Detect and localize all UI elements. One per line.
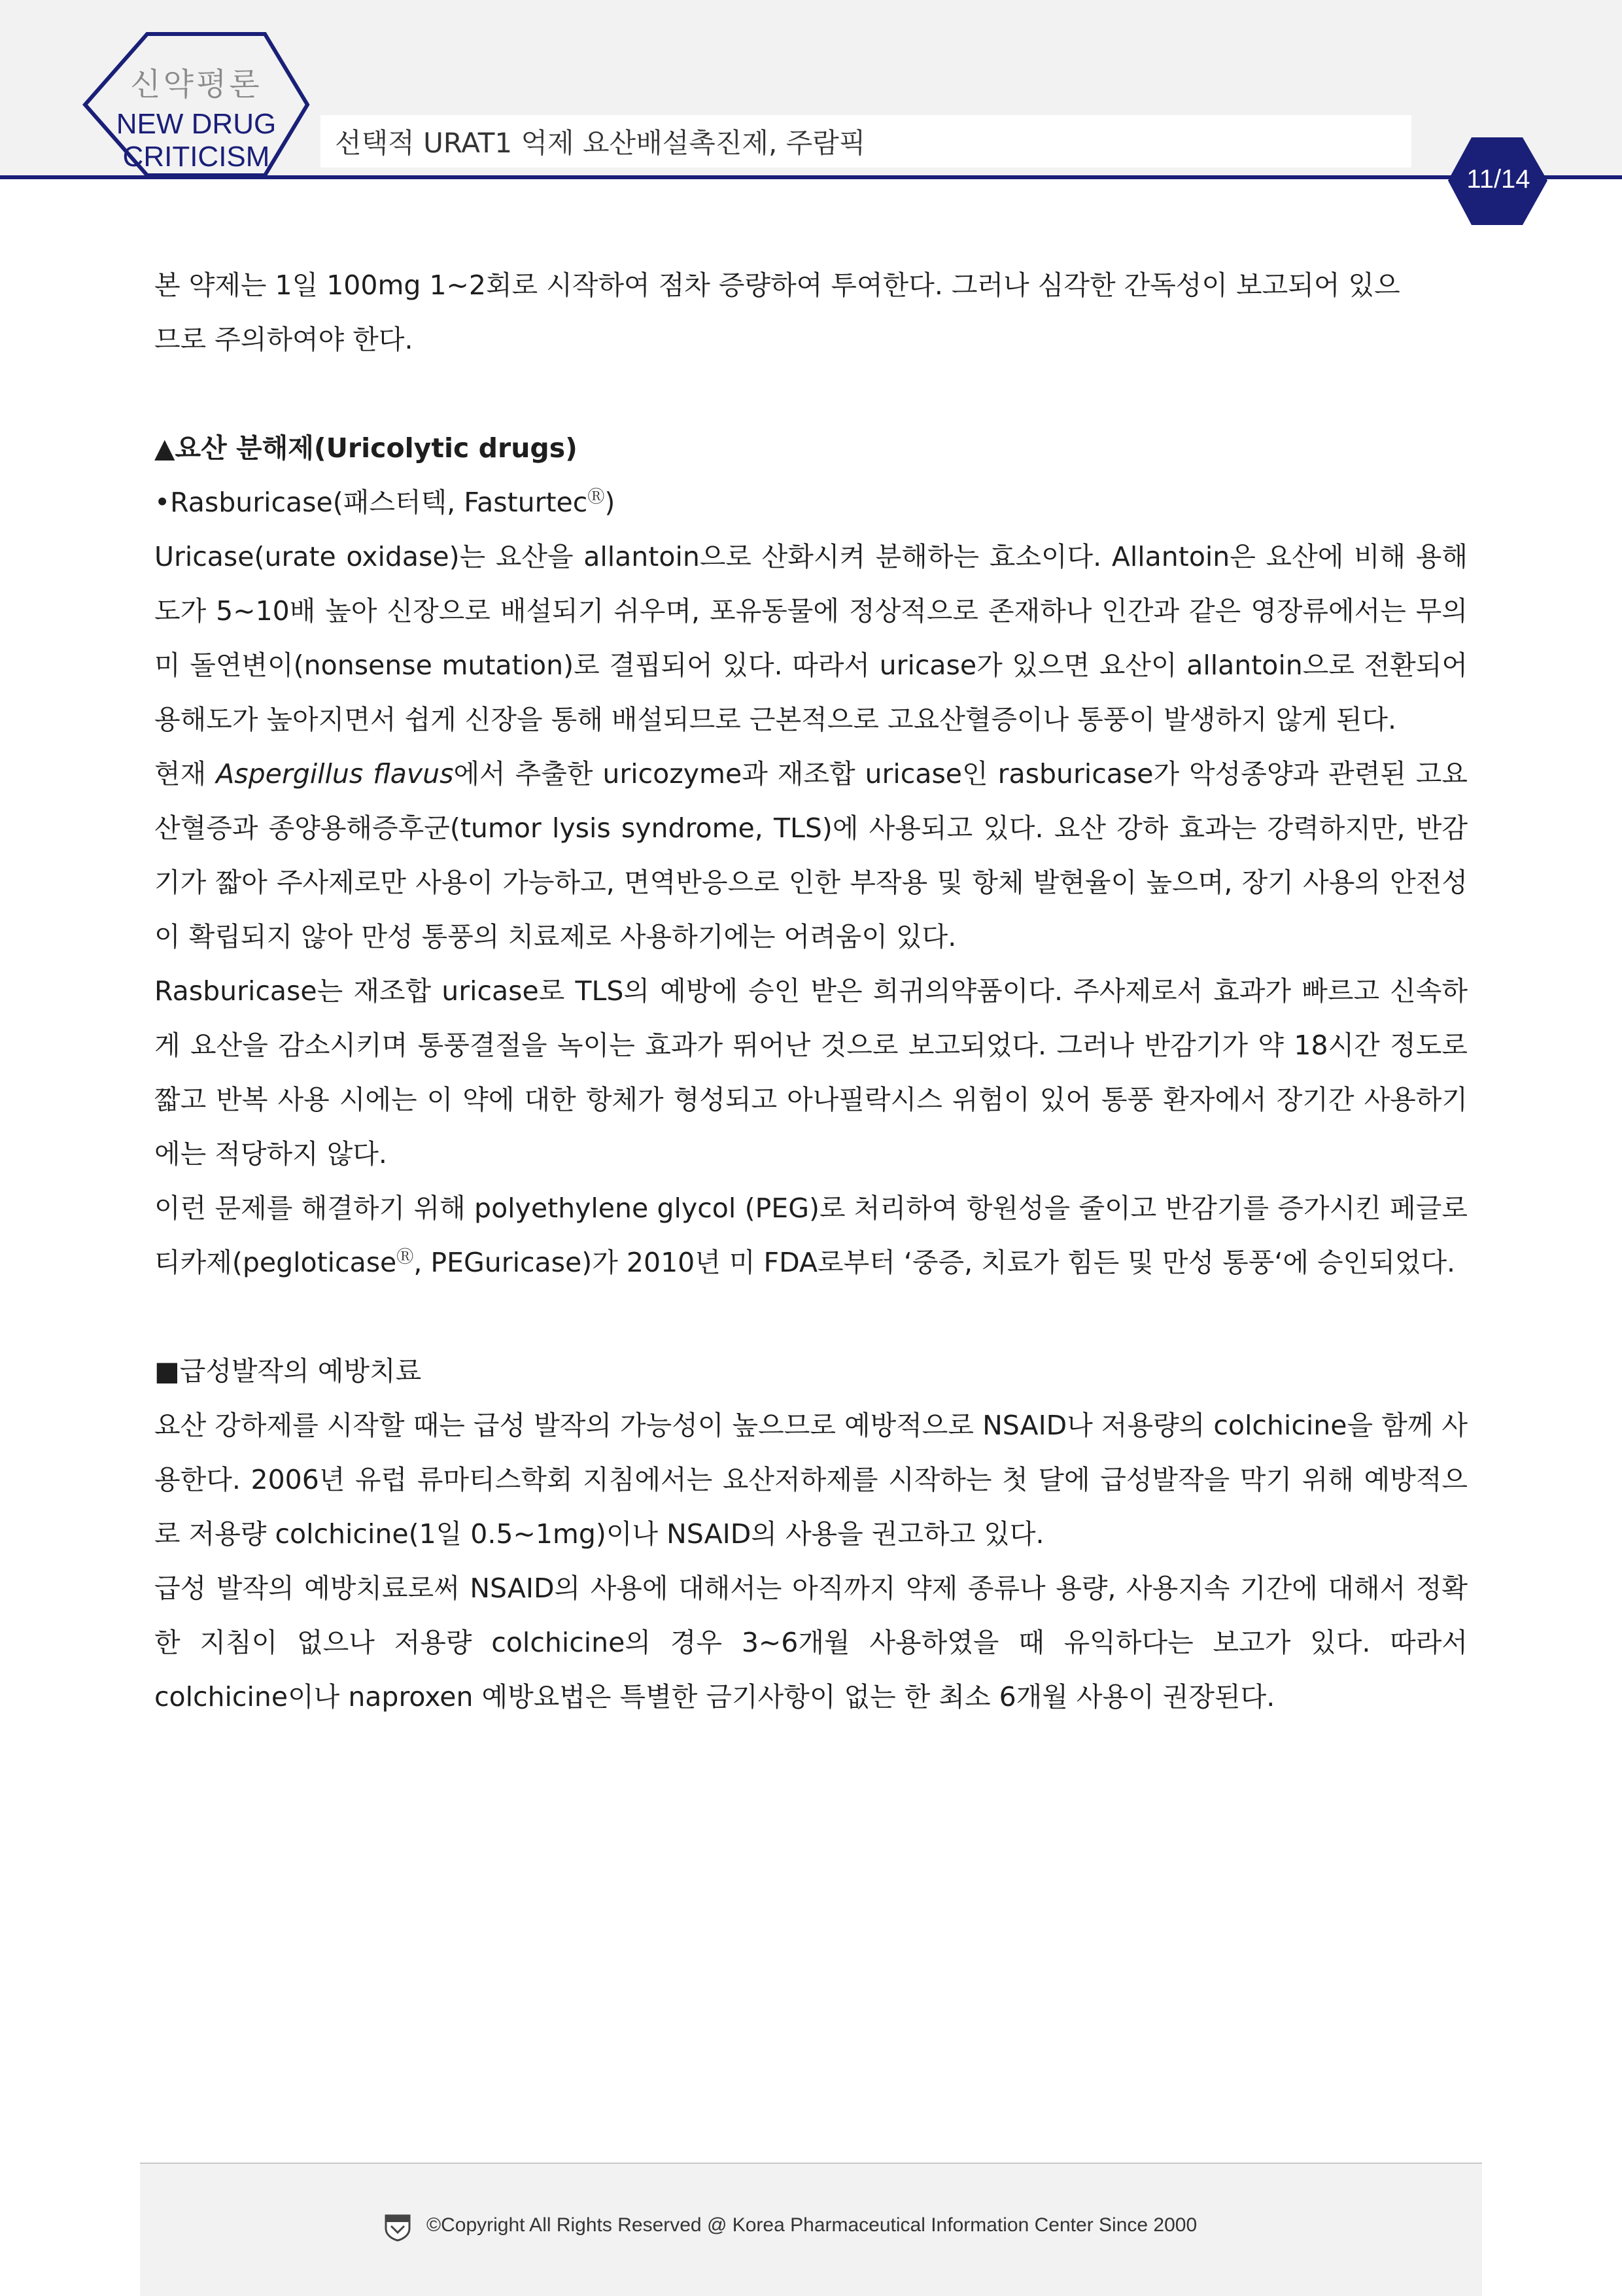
- intro-line-2: 므로 주의하여야 한다.: [154, 324, 413, 355]
- spacer: [154, 1290, 1468, 1344]
- article-body: [154, 258, 1468, 1724]
- paragraph-rasburicase: Rasburicase는 재조합 uricase로 TLS의 예방에 승인 받은 희귀의약품이다. 주사제로서 효과가 빠르고 신속하게 요산을 감소시키며 통풍결절을 녹이는 효과가 뛰어난 것으로 보고되었다. 그러나 반감기가 약 18시간 정도로 짧고 반복 사용 시에는 이 약에 대한 항체가 형성되고 아나필락시스 위험이 있어 통풍 환자에서 장기간 사용하기에는 적당하지 않다.: [154, 975, 1468, 1170]
- paragraph-prophylaxis-2: 급성 발작의 예방치료로써 NSAID의 사용에 대해서는 아직까지 약제 종류나 용량, 사용지속 기간에 대해서 정확한 지침이 없으나 저용량 colchicine의 경우 3∼6개월 사용하였을 때 유익하다는 보고가 있다. 따라서 colchicine이나 naproxen 예방요법은 특별한 금기사항이 없는 한 최소 6개월 사용이 권장된다.: [154, 1573, 1468, 1713]
- section-heading-uricolytic: ▲요산 분해제(Uricolytic drugs): [154, 432, 578, 464]
- paragraph-aspergillus: [154, 747, 1468, 964]
- registered-mark: Ⓡ: [587, 487, 605, 507]
- header-rule: [0, 175, 1622, 179]
- paragraph-prophylaxis-1: 요산 강하제를 시작할 때는 급성 발작의 가능성이 높으므로 예방적으로 NSAID나 저용량의 colchicine을 함께 사용한다. 2006년 유럽 류마티스학회 지침에서는 요산저하제를 시작하는 첫 달에 급성발작을 막기 위해 예방적으로 저용량 colchicine(1일 0.5∼1mg)이나 NSAID의 사용을 권고하고 있다.: [154, 1410, 1468, 1550]
- rasburicase-subheading: [154, 476, 1468, 530]
- p4-part1: 이런 문제를 해결하기 위해 polyethylene glycol (PEG)로 처리하여 항원성을 줄이고 반감기를 증가시킨 페글로티카제(pegloticase: [154, 1192, 1468, 1278]
- article-title: 선택적 URAT1 억제 요산배설촉진제, 주람픽: [335, 127, 866, 159]
- rasburicase-label: •Rasburicase(패스터텍, Fasturtec: [154, 487, 588, 518]
- footer-copyright: ©Copyright All Rights Reserved @ Korea Pharmaceutical Information Center Since 2000: [426, 2214, 1198, 2236]
- logo-english-line2: CRITICISM: [122, 141, 270, 173]
- p4-part2: , PEGuricase)가 2010년 미 FDA로부터 ‘중증, 치료가 힘든 및 만성 통풍‘에 승인되었다.: [413, 1247, 1456, 1278]
- p2-prefix: 현재: [154, 758, 216, 790]
- spacer: [154, 367, 1468, 421]
- section-heading-prophylaxis: ■급성발작의 예방치료: [154, 1355, 422, 1387]
- logo-korean: 신약평론: [130, 67, 262, 102]
- registered-mark: Ⓡ: [396, 1247, 414, 1267]
- page-number: 11/14: [1466, 165, 1530, 194]
- logo-english-line1: NEW DRUG: [116, 108, 277, 140]
- paragraph-uricase: Uricase(urate oxidase)는 요산을 allantoin으로 산화시켜 분해하는 효소이다. Allantoin은 요산에 비해 용해도가 5∼10배 높아 신장으로 배설되기 쉬우며, 포유동물에 정상적으로 존재하나 인간과 같은 영장류에서는 무의미 돌연변이(nonsense mutation)로 결핍되어 있다. 따라서 uricase가 있으면 요산이 allantoin으로 전환되어 용해도가 높아지면서 쉽게 신장을 통해 배설되므로 근본적으로 고요산혈증이나 통풍이 발생하지 않게 된다.: [154, 541, 1468, 735]
- species-name: Aspergillus flavus: [216, 758, 454, 790]
- kpic-shield-icon: [383, 2213, 412, 2242]
- intro-line-1: 본 약제는 1일 100mg 1∼2회로 시작하여 점차 증량하여 투여한다. 그러나 심각한 간독성이 보고되어 있으: [154, 270, 1400, 301]
- paragraph-pegloticase: [154, 1181, 1468, 1290]
- close-paren: ): [604, 487, 615, 518]
- p2-rest: 에서 추출한 uricozyme과 재조합 uricase인 rasburicase가 악성종양과 관련된 고요산혈증과 종양용해증후군(tumor lysis syndrome, TLS)에 사용되고 있다. 요산 강하 효과는 강력하지만, 반감기가 짧아 주사제로만 사용이 가능하고, 면역반응으로 인한 부작용 및 항체 발현율이 높으며, 장기 사용의 안전성이 확립되지 않아 만성 통풍의 치료제로 사용하기에는 어려움이 있다.: [154, 758, 1468, 952]
